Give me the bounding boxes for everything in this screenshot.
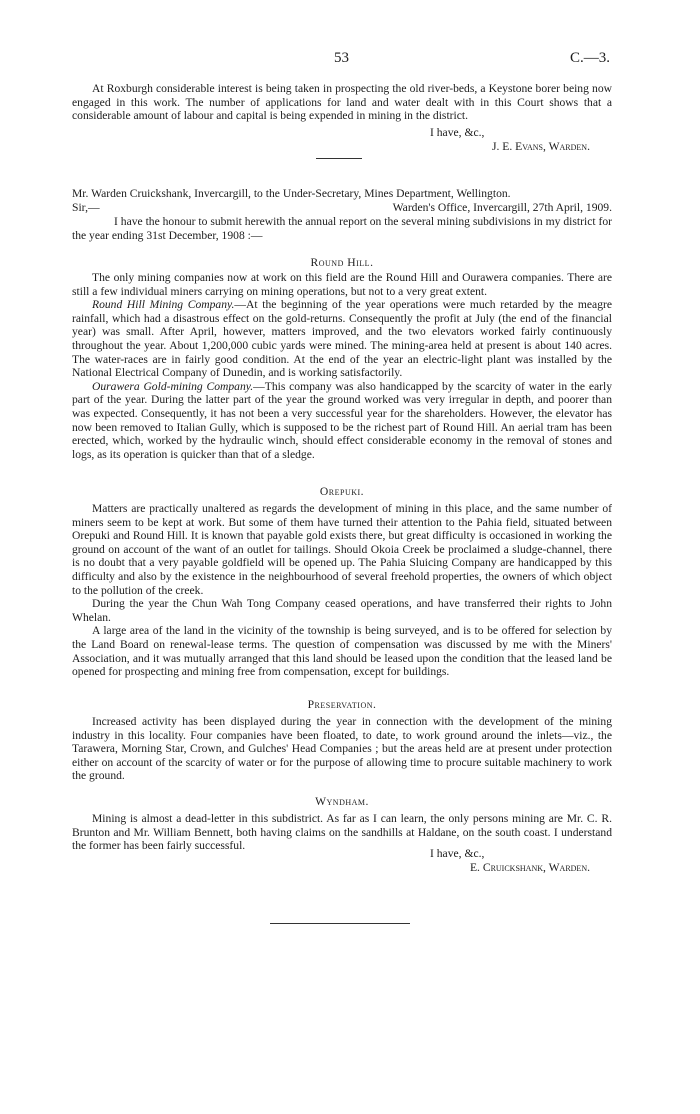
- orepuki-section: [72, 502, 612, 679]
- wyndham-paragraph-1: Mining is almost a dead-letter in this subdistrict. As far as I can learn, the only persons mining are Mr. C. R. Brunton and Mr. William Bennett, both having claims on the sandhills at Haldane, on the south coast. I understand the former has been fairly successful.: [72, 812, 612, 853]
- section-heading-round-hill: Round Hill.: [310, 256, 374, 269]
- letter-intro-block: [72, 215, 612, 242]
- orepuki-paragraph-2: During the year the Chun Wah Tong Company ceased operations, and have transferred their rights to John Whelan.: [72, 597, 612, 624]
- ourawera-company-text: —This company was also handicapped by the scarcity of water in the early part of the year. During the latter part of the year the ground worked was very irregular in depth, and poorer than was expected. Consequently, it has not been a very successful year for the shareholders. However, the elevator has now been removed to Italian Gully, which is supposed to be the richest part of Round Hill. An aerial tram has been erected, which, worked by the hydraulic winch, should effect considerable economy in the removal of stones and logs, as its operation is quicker than that of a sledge.: [72, 379, 612, 461]
- roxburgh-paragraph: At Roxburgh considerable interest is being taken in prospecting the old river-beds, a Keystone borer being now engaged in this work. The number of applications for land and water dealt with in this Court shows that a considerable amount of labour and capital is being expended in mining in the district.: [72, 82, 612, 123]
- closing-sign-off: I have, &c.,: [430, 847, 485, 860]
- preservation-section: [72, 715, 612, 783]
- closing-signature-block: [400, 847, 590, 874]
- preservation-paragraph-1: Increased activity has been displayed during the year in connection with the development of the mining industry in this locality. Four companies have been floated, to date, to work ground around the inlets—viz., the Tarawera, Morning Star, Crown, and Gulches' Head Companies ; but the areas held are at present under protection either on account of the scarcity of water or for the purpose of allowing time to procure suitable machinery to work the ground.: [72, 715, 612, 783]
- page-number: 53: [334, 50, 349, 66]
- letter-salutation: Sir,—: [72, 201, 100, 214]
- document-code: C.—3.: [570, 50, 611, 66]
- letter-address: Mr. Warden Cruickshank, Invercargill, to the Under-Secretary, Mines Department, Wellington.: [72, 187, 511, 200]
- orepuki-paragraph-1: Matters are practically unaltered as regards the development of mining in this place, and the same number of miners seem to be kept at work. But some of them have turned their attention to the Pahia field, situated between Orepuki and Round Hill. It is known that payable gold exists there, but great difficulty is occasioned in working the ground on account of the want of an outlet for tailings. Should Okoia Creek be proclaimed a sludge-channel, there is no doubt that a very payable goldfield will be opened up. The Pahia Sluicing Company are handicapped by this difficulty and also by the existence in the neighbourhood of several freehold properties, the owners of which object to the pollution of the creek.: [72, 502, 612, 597]
- ourawera-company-lead: Ourawera Gold-mining Company.: [92, 379, 254, 393]
- roxburgh-signature: J. E. Evans, Warden.: [491, 139, 590, 153]
- end-divider: [270, 923, 410, 924]
- roxburgh-sign-off: I have, &c.,: [430, 126, 485, 139]
- round-hill-paragraph-2: [72, 298, 612, 380]
- section-divider: [316, 158, 362, 159]
- round-hill-section: [72, 271, 612, 461]
- round-hill-paragraph-1: The only mining companies now at work on this field are the Round Hill and Ourawera companies. There are still a few individual miners carrying on mining operations, but not to a very great extent.: [72, 271, 612, 298]
- orepuki-paragraph-3: A large area of the land in the vicinity of the township is being surveyed, and is to be offered for selection by the Land Board on renewal-lease terms. The question of compensation was discussed by me with the Miners' Association, and it was mutually arranged that this land should be leased upon the condition that the leased land be opened for prospecting and mining free from compensation, except for buildings.: [72, 624, 612, 679]
- round-hill-company-lead: Round Hill Mining Company.: [92, 298, 235, 312]
- roxburgh-signature-block: [400, 126, 590, 153]
- roxburgh-section: [72, 82, 612, 123]
- section-heading-preservation: Preservation.: [307, 698, 377, 711]
- letter-office-date: Warden's Office, Invercargill, 27th April, 1909.: [392, 201, 612, 214]
- round-hill-company-text: —At the beginning of the year operations were much retarded by the meagre rainfall, which had a disastrous effect on the gold-returns. Consequently the profit at July (the end of the financial year) was small. After April, however, matters improved, and the two elevators worked fairly continuously throughout the year. About 1,200,000 cubic yards were mined. The mining-area held at present is about 140 acres. The water-races are in fairly good condition. At the end of the year an electric-light plant was installed by the National Electrical Company of Dunedin, and is working satisfactorily.: [72, 298, 612, 380]
- round-hill-paragraph-3: [72, 380, 612, 462]
- section-heading-wyndham: Wyndham.: [315, 795, 369, 808]
- section-heading-orepuki: Orepuki.: [319, 485, 365, 498]
- letter-intro: I have the honour to submit herewith the annual report on the several mining subdivisions in my district for the year ending 31st December, 1908 :—: [72, 215, 612, 242]
- closing-signature: E. Cruickshank, Warden.: [469, 860, 590, 874]
